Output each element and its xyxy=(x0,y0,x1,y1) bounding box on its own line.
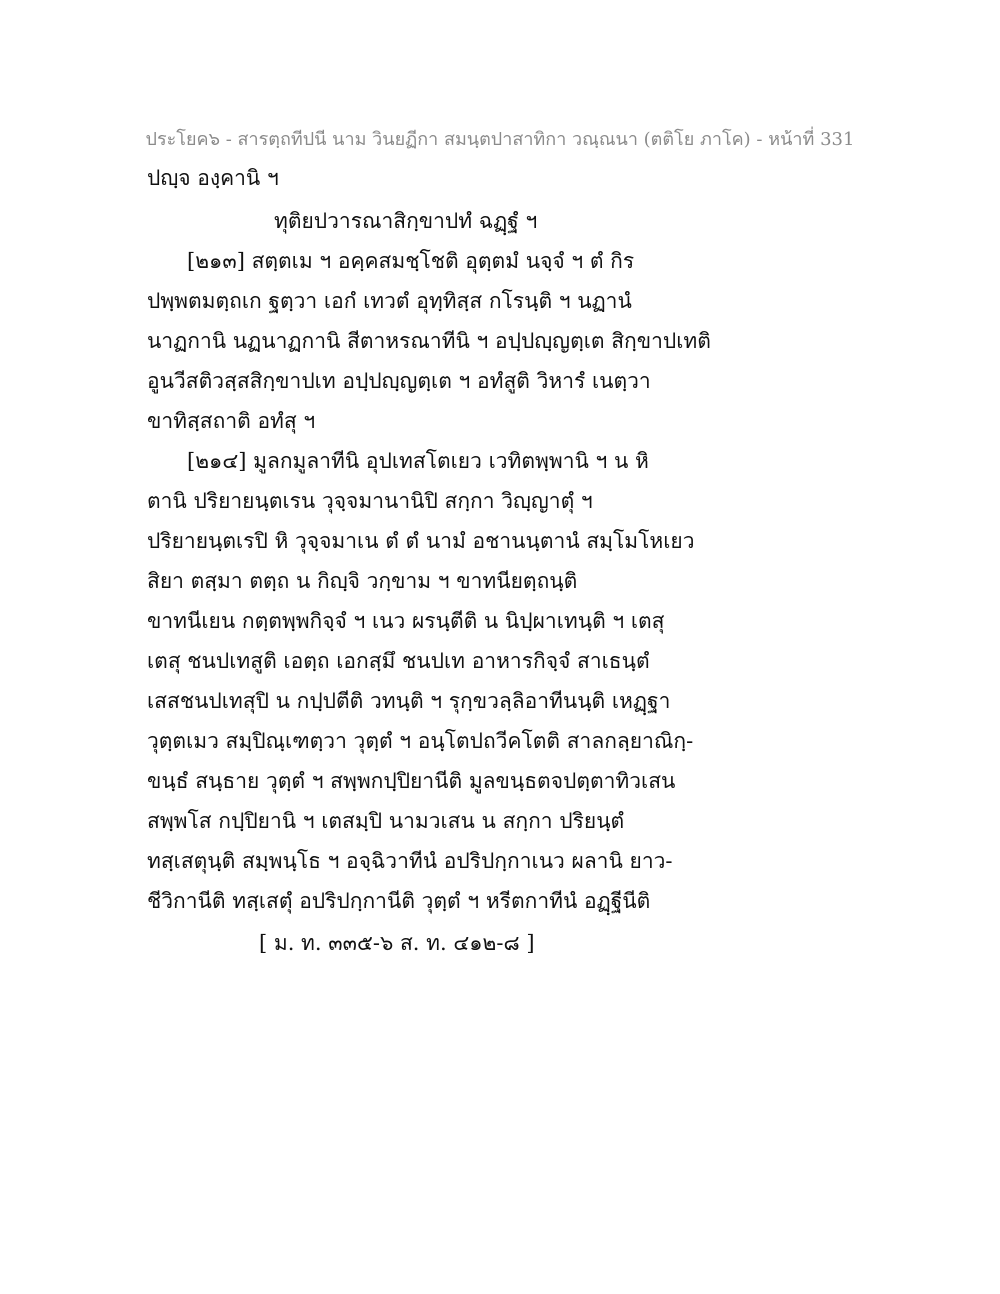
text-line: อูนวีสติวสฺสสิกฺขาปเท อปฺปญฺญตฺเต ฯ อทํสูติ วิหารํ เนตฺวา xyxy=(147,369,651,393)
text-line: วุตฺตเมว สมฺปิณฺเฑตฺวา วุตฺตํ ฯ อนฺโตปถวีคโตติ สาลกลฺยาณิกฺ- xyxy=(147,729,694,753)
text-line: ชีวิกานีติ ทสฺเสตุํ อปริปกฺกานีติ วุตฺตํ ฯ หรีตกาทีนํ อฏฺฐีนีติ xyxy=(147,889,651,913)
text-line: ขาทนีเยน กตฺตพฺพกิจฺจํ ฯ เนว ผรนฺตีติ น นิปฺผาเทนฺติ ฯ เตสุ xyxy=(147,609,665,633)
body-text xyxy=(147,158,711,963)
text-line: สพฺพโส กปฺปิยานิ ฯ เตสมฺปิ นามวเสน น สกฺกา ปริยนฺตํ xyxy=(147,809,625,833)
text-line: ขนฺธํ สนฺธาย วุตฺตํ ฯ สพฺพกปฺปิยานีติ มูลขนฺธตจปตฺตาทิวเสน xyxy=(147,769,676,793)
paragraph-start: [๒๑๓] สตฺตเม ฯ อคฺคสมชฺโชติ อุตฺตมํ นจฺจํ ฯ ตํ กิร xyxy=(187,249,635,273)
section-title: ทุติยปวารณาสิกฺขาปทํ ฉฏฺฐํ ฯ xyxy=(274,209,538,233)
text-line: นาฏกานิ นฏนาฏกานิ สีตาหรณาทีนิ ฯ อปฺปญฺญตฺเต สิกฺขาปเทติ xyxy=(147,329,711,353)
running-header: ประโยค๖ - สารตฺถทีปนี นาม วินยฏีกา สมนฺตปาสาทิกา วณฺณนา (ตติโย ภาโค) - หน้าที่ 331 xyxy=(145,129,855,150)
text-line: ปริยายนฺตเรปิ หิ วุจฺจมาเน ตํ ตํ นามํ อชานนฺตานํ สมฺโมโหเยว xyxy=(147,529,695,553)
text-line: ตานิ ปริยายนฺตเรน วุจฺจมานานิปิ สกฺกา วิญฺญาตุํ ฯ xyxy=(147,489,593,513)
text-line: ปญฺจ องฺคานิ ฯ xyxy=(147,166,279,190)
reference-citation: [ ม. ท. ๓๓๕-๖ ส. ท. ๔๑๒-๘ ] xyxy=(259,931,535,955)
text-line: ทสฺเสตุนฺติ สมฺพนฺโธ ฯ อจฺฉิวาทีนํ อปริปกฺกาเนว ผลานิ ยาว- xyxy=(147,849,673,873)
text-line: ขาทิสฺสถาติ อทํสุ ฯ xyxy=(147,409,316,433)
paragraph-start: [๒๑๔] มูลกมูลาทีนิ อุปเทสโตเยว เวทิตพฺพานิ ฯ น หิ xyxy=(187,449,649,473)
text-line: เตสุ ชนปเทสูติ เอตฺถ เอกสฺมึ ชนปเท อาหารกิจฺจํ สาเธนฺตํ xyxy=(147,649,650,673)
text-line: สิยา ตสฺมา ตตฺถ น กิญฺจิ วกฺขาม ฯ ขาทนียตฺถนฺติ xyxy=(147,569,578,593)
text-line: ปพฺพตมตฺถเก ฐตฺวา เอกํ เทวตํ อุทฺทิสฺส กโรนฺติ ฯ นฏานํ xyxy=(147,289,632,313)
text-line: เสสชนปเทสุปิ น กปฺปตีติ วทนฺติ ฯ รุกฺขวลฺลิอาทีนนฺติ เหฏฺฐา xyxy=(147,689,671,713)
